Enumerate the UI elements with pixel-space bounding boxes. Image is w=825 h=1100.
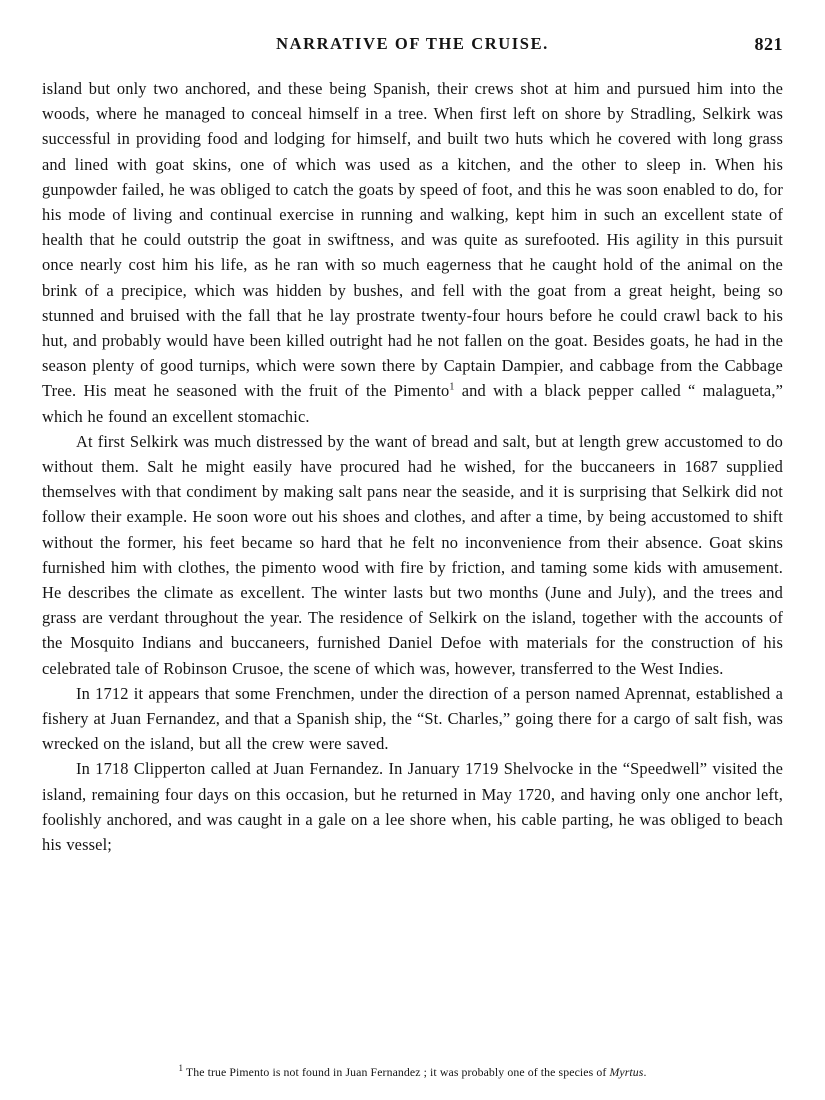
running-head: NARRATIVE OF THE CRUISE. <box>276 34 549 53</box>
footnote-reference: 1 <box>449 381 455 393</box>
footnote-marker: 1 <box>178 1063 184 1074</box>
paragraph-2: At first Selkirk was much distressed by the want of bread and salt, but at length grew accustomed to do without them. Salt he might easily have procured had he wished, for the buccaneers in 1687 supplied themselves with that condiment by making salt pans near the seaside, and it is surprising that Selkirk did not follow their example. He soon wore out his shoes and clothes, and after a time, by being accustomed to shift without the former, his feet became so hard that he felt no inconvenience from their absence. Goat skins furnished him with clothes, the pimento wood with fire by friction, and taming some kids with amusement. He describes the climate as excellent. The winter lasts but two months (June and July), and the trees and grass are verdant throughout the year. The residence of Selkirk on the island, together with the accounts of the Mosquito Indians and buccaneers, furnished Daniel Defoe with materials for the construction of his celebrated tale of Robinson Crusoe, the scene of which was, however, transferred to the West Indies. <box>42 431 783 678</box>
paragraph-1-tail: and with a black pepper called “ malagueta,” which he found an excellent stomachic. <box>42 381 783 426</box>
footnote <box>38 1061 787 1080</box>
paragraph-4: In 1718 Clipperton called at Juan Fernandez. In January 1719 Shelvocke in the “Speedwell” visited the island, remaining four days on this occasion, but he returned in May 1720, and having only one anchor left, foolishly anchored, and was caught in a gale on a lee shore when, his cable parting, he was obliged to beach his vessel; <box>42 759 783 855</box>
footnote-italic-term: Myrtus <box>609 1065 644 1079</box>
paragraph-3: In 1712 it appears that some Frenchmen, under the direction of a person named Aprennat, established a fishery at Juan Fernandez, and that a Spanish ship, the “St. Charles,” going there for a cargo of salt fish, was wrecked on the island, but all the crew were saved. <box>42 683 783 754</box>
page-number: 821 <box>754 34 783 54</box>
footnote-text-after: . <box>643 1065 647 1079</box>
page-header <box>38 34 787 68</box>
body-text <box>38 76 787 857</box>
paragraph-1-text: island but only two anchored, and these being Spanish, their crews shot at him and pursued him into the woods, where he managed to conceal himself in a tree. When first left on shore by Stradling, Selkirk was successful in providing food and lodging for himself, and built two huts which he covered with long grass and lined with goat skins, one of which was used as a kitchen, and the other to sleep in. When his gunpowder failed, he was obliged to catch the goats by speed of foot, and this he was soon enabled to do, for his mode of living and continual exercise in running and walking, kept him in such an excellent state of health that he could outstrip the goat in swiftness, and was quite as surefooted. His agility in this pursuit once nearly cost him his life, as he ran with so much eagerness that he caught hold of the animal on the brink of a precipice, which was hidden by bushes, and fell with the goat from a great height, being so stunned and bruised with the fall that he lay prostrate twenty-four hours before he could crawl back to his hut, and probably would have been killed outright had he not fallen on the goat. Besides goats, he had in the season plenty of good turnips, which were sown there by Captain Dampier, and cabbage from the Cabbage Tree. His meat he seasoned with the fruit of the Pimento <box>42 79 783 401</box>
footnote-text-before: The true Pimento is not found in Juan Fernandez ; it was probably one of the species of <box>185 1065 610 1079</box>
paragraph-1 <box>42 76 783 429</box>
